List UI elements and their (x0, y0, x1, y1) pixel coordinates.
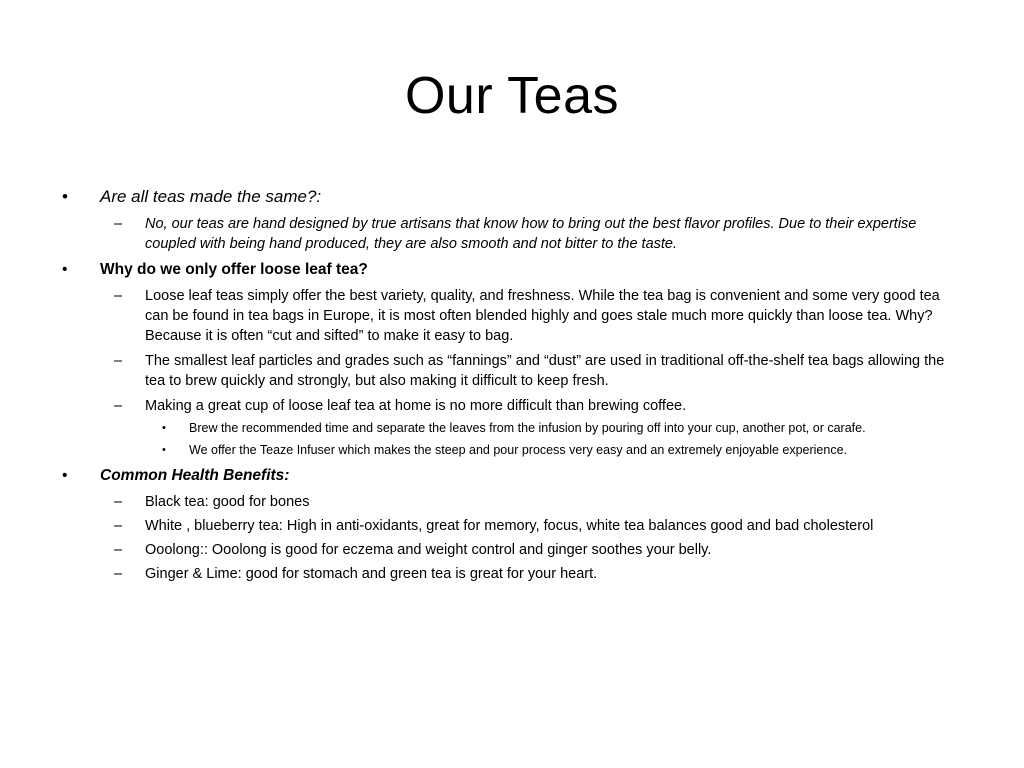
dash-icon: – (114, 494, 123, 510)
bullet-icon: • (62, 467, 68, 484)
sub-list-item-text: Brew the recommended time and separate the leaves from the infusion by pouring off into your cup, another pot, or carafe. (189, 421, 866, 435)
bullet-icon: • (162, 444, 166, 456)
section-heading-text: Common Health Benefits: (100, 467, 290, 484)
bullet-icon: • (162, 422, 166, 434)
dash-icon: – (114, 353, 123, 369)
list-item-text: Loose leaf teas simply offer the best variety, quality, and freshness. While the tea bag is convenient and some very good tea can be found in tea bags in Europe, it is most often blended highly and goes stale much more quickly than loose tea. Why? Because it is often “cut and sifted” to make it easy to bag. (145, 288, 940, 344)
list-item-text: White , blueberry tea: High in anti-oxidants, great for memory, focus, white tea balances good and bad cholesterol (145, 518, 874, 534)
slide-title: Our Teas (404, 67, 620, 125)
list-item (58, 351, 958, 391)
dash-icon: – (114, 288, 123, 304)
section-heading-3 (58, 464, 958, 488)
bullet-icon: • (62, 261, 68, 278)
section-heading-2 (58, 258, 958, 282)
sub-list-item-text: We offer the Teaze Infuser which makes the steep and pour process very easy and an extremely enjoyable experience. (189, 443, 848, 457)
dash-icon: – (114, 518, 123, 534)
list-item (58, 286, 958, 346)
list-item (58, 492, 958, 512)
sub-list-item (58, 441, 958, 460)
sub-list-item (58, 419, 958, 438)
list-item (58, 396, 958, 416)
section-heading-1 (58, 184, 958, 210)
dash-icon: – (114, 566, 123, 582)
dash-icon: – (114, 398, 123, 414)
list-item (58, 516, 958, 536)
list-item (58, 214, 958, 254)
list-item-text: Ginger & Lime: good for stomach and green tea is great for your heart. (145, 566, 598, 582)
bullet-list (58, 184, 958, 584)
list-item (58, 540, 958, 560)
list-item-text: No, our teas are hand designed by true artisans that know how to bring out the best flavor profiles. Due to their expertise coupled with being hand produced, they are also smooth and not bitter to the taste. (145, 216, 917, 252)
section-heading-text: Why do we only offer loose leaf tea? (100, 261, 368, 278)
dash-icon: – (114, 542, 123, 558)
list-item-text: The smallest leaf particles and grades such as “fannings” and “dust” are used in traditional off-the-shelf tea bags allowing the tea to brew quickly and strongly, but also making it difficult to keep fresh. (145, 353, 945, 389)
dash-icon: – (114, 216, 123, 232)
bullet-icon: • (62, 187, 68, 206)
section-heading-text: Are all teas made the same?: (100, 187, 322, 206)
list-item-text: Black tea: good for bones (145, 494, 310, 510)
list-item-text: Ooolong:: Ooolong is good for eczema and weight control and ginger soothes your belly. (145, 542, 712, 558)
list-item (58, 564, 958, 584)
list-item-text: Making a great cup of loose leaf tea at home is no more difficult than brewing coffee. (145, 398, 687, 414)
